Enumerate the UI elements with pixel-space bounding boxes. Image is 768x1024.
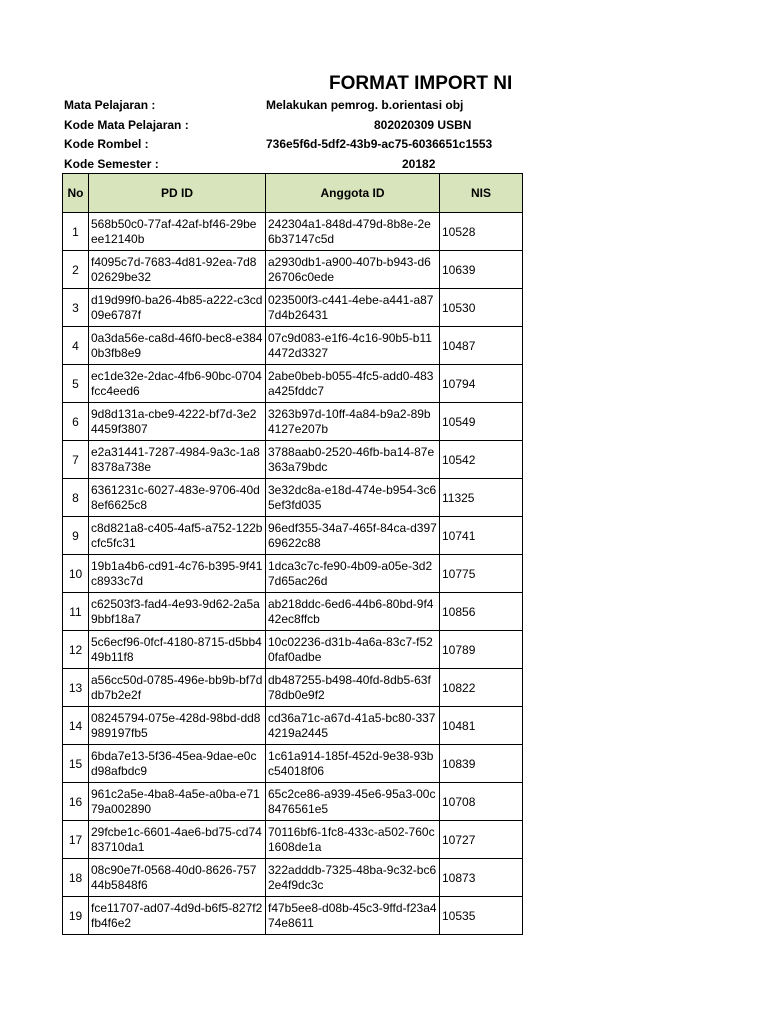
cell-pd-id: fce11707-ad07-4d9d-b6f5-827f2fb4f6e2: [89, 897, 266, 935]
cell-nis: 10708: [440, 783, 523, 821]
cell-no: 7: [63, 441, 89, 479]
table-row: [63, 403, 523, 441]
cell-nis: 10487: [440, 327, 523, 365]
header-nis: NIS: [440, 174, 523, 213]
cell-nis: 10839: [440, 745, 523, 783]
table-row: [63, 745, 523, 783]
cell-no: 9: [63, 517, 89, 555]
header-pd-id: PD ID: [89, 174, 266, 213]
cell-nis: 10549: [440, 403, 523, 441]
cell-pd-id: f4095c7d-7683-4d81-92ea-7d802629be32: [89, 251, 266, 289]
cell-pd-id: 19b1a4b6-cd91-4c76-b395-9f41c8933c7d: [89, 555, 266, 593]
cell-anggota-id: 96edf355-34a7-465f-84ca-d39769622c88: [266, 517, 440, 555]
cell-no: 17: [63, 821, 89, 859]
table-row: [63, 821, 523, 859]
cell-nis: 10856: [440, 593, 523, 631]
cell-anggota-id: 3263b97d-10ff-4a84-b9a2-89b4127e207b: [266, 403, 440, 441]
cell-pd-id: 29fcbe1c-6601-4ae6-bd75-cd7483710da1: [89, 821, 266, 859]
cell-no: 8: [63, 479, 89, 517]
cell-nis: 10873: [440, 859, 523, 897]
cell-pd-id: 568b50c0-77af-42af-bf46-29beee12140b: [89, 213, 266, 251]
cell-no: 3: [63, 289, 89, 327]
cell-nis: 10822: [440, 669, 523, 707]
cell-nis: 11325: [440, 479, 523, 517]
cell-no: 2: [63, 251, 89, 289]
header-anggota-id: Anggota ID: [266, 174, 440, 213]
table-row: [63, 593, 523, 631]
cell-nis: 10530: [440, 289, 523, 327]
cell-anggota-id: 3788aab0-2520-46fb-ba14-87e363a79bdc: [266, 441, 440, 479]
cell-pd-id: 08245794-075e-428d-98bd-dd8989197fb5: [89, 707, 266, 745]
cell-no: 4: [63, 327, 89, 365]
table-row: [63, 517, 523, 555]
cell-no: 15: [63, 745, 89, 783]
cell-anggota-id: 10c02236-d31b-4a6a-83c7-f520faf0adbe: [266, 631, 440, 669]
cell-anggota-id: 70116bf6-1fc8-433c-a502-760c1608de1a: [266, 821, 440, 859]
table-row: [63, 289, 523, 327]
table-row: [63, 669, 523, 707]
cell-no: 14: [63, 707, 89, 745]
cell-anggota-id: f47b5ee8-d08b-45c3-9ffd-f23a474e8611: [266, 897, 440, 935]
cell-anggota-id: a2930db1-a900-407b-b943-d626706c0ede: [266, 251, 440, 289]
table-row: [63, 479, 523, 517]
cell-anggota-id: 2abe0beb-b055-4fc5-add0-483a425fddc7: [266, 365, 440, 403]
cell-no: 1: [63, 213, 89, 251]
cell-pd-id: 0a3da56e-ca8d-46f0-bec8-e3840b3fb8e9: [89, 327, 266, 365]
cell-no: 18: [63, 859, 89, 897]
header-no: No: [63, 174, 89, 213]
cell-anggota-id: 65c2ce86-a939-45e6-95a3-00c8476561e5: [266, 783, 440, 821]
cell-anggota-id: 1dca3c7c-fe90-4b09-a05e-3d27d65ac26d: [266, 555, 440, 593]
cell-anggota-id: 242304a1-848d-479d-8b8e-2e6b37147c5d: [266, 213, 440, 251]
student-import-table: [62, 173, 523, 935]
cell-no: 19: [63, 897, 89, 935]
kode-rombel-label: Kode Rombel :: [64, 137, 149, 151]
cell-pd-id: 6361231c-6027-483e-9706-40d8ef6625c8: [89, 479, 266, 517]
cell-pd-id: c8d821a8-c405-4af5-a752-122bcfc5fc31: [89, 517, 266, 555]
table-row: [63, 251, 523, 289]
mata-pelajaran-label: Mata Pelajaran :: [64, 98, 156, 112]
cell-no: 5: [63, 365, 89, 403]
cell-anggota-id: 322adddb-7325-48ba-9c32-bc62e4f9dc3c: [266, 859, 440, 897]
sheet-title: [62, 72, 524, 96]
cell-no: 11: [63, 593, 89, 631]
table-row: [63, 555, 523, 593]
cell-anggota-id: 1c61a914-185f-452d-9e38-93bc54018f06: [266, 745, 440, 783]
cell-pd-id: 08c90e7f-0568-40d0-8626-75744b5848f6: [89, 859, 266, 897]
cell-pd-id: ec1de32e-2dac-4fb6-90bc-0704fcc4eed6: [89, 365, 266, 403]
cell-nis: 10741: [440, 517, 523, 555]
cell-pd-id: 9d8d131a-cbe9-4222-bf7d-3e24459f3807: [89, 403, 266, 441]
cell-nis: 10775: [440, 555, 523, 593]
kode-semester-label: Kode Semester :: [64, 157, 159, 171]
table-row: [63, 783, 523, 821]
cell-anggota-id: 07c9d083-e1f6-4c16-90b5-b114472d3327: [266, 327, 440, 365]
kode-semester-value: 20182: [402, 157, 436, 171]
mata-pelajaran-value: Melakukan pemrog. b.orientasi obj: [266, 98, 464, 112]
cell-no: 6: [63, 403, 89, 441]
cell-nis: 10542: [440, 441, 523, 479]
cell-nis: 10727: [440, 821, 523, 859]
table-row: [63, 441, 523, 479]
cell-nis: 10789: [440, 631, 523, 669]
kode-mapel-label: Kode Mata Pelajaran :: [64, 118, 189, 132]
cell-no: 16: [63, 783, 89, 821]
table-row: [63, 897, 523, 935]
table-row: [63, 327, 523, 365]
cell-anggota-id: db487255-b498-40fd-8db5-63f78db0e9f2: [266, 669, 440, 707]
cell-anggota-id: 3e32dc8a-e18d-474e-b954-3c65ef3fd035: [266, 479, 440, 517]
table-header-row: [63, 174, 523, 213]
kode-rombel-value: 736e5f6d-5df2-43b9-ac75-6036651c1553: [266, 137, 493, 151]
cell-pd-id: d19d99f0-ba26-4b85-a222-c3cd09e6787f: [89, 289, 266, 327]
cell-anggota-id: ab218ddc-6ed6-44b6-80bd-9f442ec8ffcb: [266, 593, 440, 631]
cell-nis: 10528: [440, 213, 523, 251]
cell-no: 13: [63, 669, 89, 707]
cell-pd-id: 5c6ecf96-0fcf-4180-8715-d5bb449b11f8: [89, 631, 266, 669]
table-row: [63, 631, 523, 669]
table-row: [63, 707, 523, 745]
cell-anggota-id: cd36a71c-a67d-41a5-bc80-3374219a2445: [266, 707, 440, 745]
cell-nis: 10535: [440, 897, 523, 935]
sheet-title-text: FORMAT IMPORT NI: [329, 73, 513, 94]
cell-nis: 10794: [440, 365, 523, 403]
cell-pd-id: 6bda7e13-5f36-45ea-9dae-e0cd98afbdc9: [89, 745, 266, 783]
cell-pd-id: a56cc50d-0785-496e-bb9b-bf7ddb7b2e2f: [89, 669, 266, 707]
cell-pd-id: 961c2a5e-4ba8-4a5e-a0ba-e7179a002890: [89, 783, 266, 821]
cell-pd-id: e2a31441-7287-4984-9a3c-1a88378a738e: [89, 441, 266, 479]
table-row: [63, 859, 523, 897]
cell-no: 10: [63, 555, 89, 593]
kode-mapel-value: 802020309 USBN: [374, 118, 472, 132]
table-row: [63, 213, 523, 251]
cell-no: 12: [63, 631, 89, 669]
cell-nis: 10639: [440, 251, 523, 289]
cell-nis: 10481: [440, 707, 523, 745]
cell-pd-id: c62503f3-fad4-4e93-9d62-2a5a9bbf18a7: [89, 593, 266, 631]
table-row: [63, 365, 523, 403]
cell-anggota-id: 023500f3-c441-4ebe-a441-a877d4b26431: [266, 289, 440, 327]
